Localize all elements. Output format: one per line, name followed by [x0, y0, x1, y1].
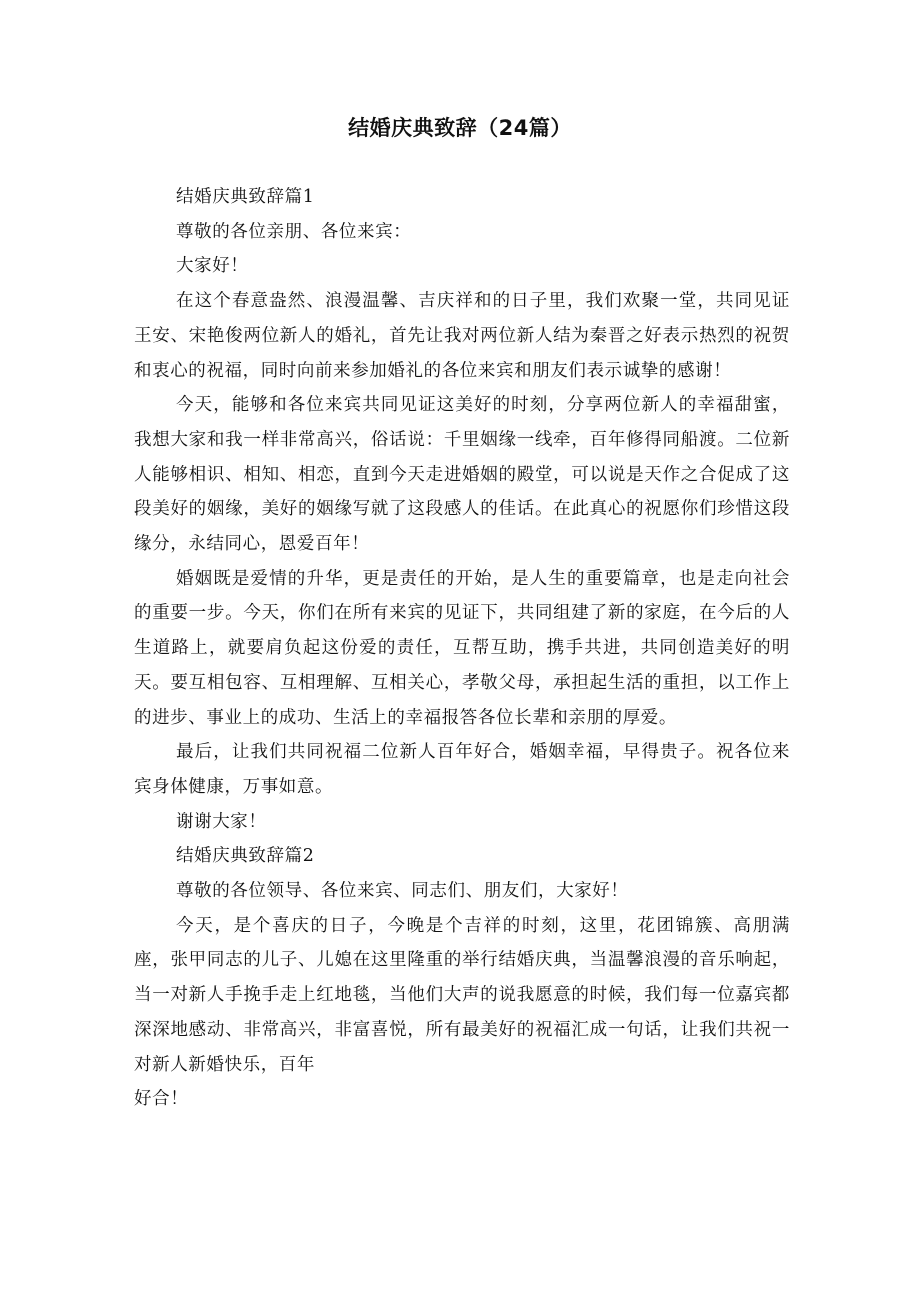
section-heading: 结婚庆典致辞篇2	[176, 846, 315, 867]
greeting: 大家好！	[176, 256, 249, 277]
document-title: 结婚庆典致辞（24篇）	[348, 116, 572, 140]
body-paragraph-continuation: 好合！	[134, 1089, 189, 1110]
body-paragraph: 婚姻既是爱情的升华，更是责任的开始，是人生的重要篇章，也是走向社会的重要一步。今天，你们在所有来宾的见证下，共同组建了新的家庭，在今后的人生道路上，就要肩负起这份爱的责任，互帮互助，携手共进，共同创造美好的明天。要互相包容、互相理解、互相关心，孝敬父母，承担起生活的重担，以工作上的进步、事业上的成功、生活上的幸福报答各位长辈和亲朋的厚爱。	[134, 568, 790, 728]
salutation: 尊敬的各位亲朋、各位来宾：	[176, 221, 412, 242]
body-paragraph: 在这个春意盎然、浪漫温馨、吉庆祥和的日子里，我们欢聚一堂，共同见证王安、宋艳俊两位新人的婚礼，首先让我对两位新人结为秦晋之好表示热烈的祝贺和衷心的祝福，同时向前来参加婚礼的各位来宾和朋友们表示诚挚的感谢！	[134, 291, 790, 381]
document-body	[134, 180, 790, 1117]
body-paragraph: 今天，是个喜庆的日子，今晚是个吉祥的时刻，这里，花团锦簇、高朋满座，张甲同志的儿子、儿媳在这里隆重的举行结婚庆典，当温馨浪漫的音乐响起，当一对新人手挽手走上红地毯，当他们大声的说我愿意的时候，我们每一位嘉宾都深深地感动、非常高兴，非富喜悦，所有最美好的祝福汇成一句话，让我们共祝一对新人新婚快乐，百年	[134, 915, 790, 1075]
section-heading: 结婚庆典致辞篇1	[176, 187, 315, 207]
body-paragraph: 今天，能够和各位来宾共同见证这美好的时刻，分享两位新人的幸福甜蜜，我想大家和我一样非常高兴，俗话说：千里姻缘一线牵，百年修得同船渡。二位新人能够相识、相知、相恋，直到今天走进婚姻的殿堂，可以说是天作之合促成了这段美好的姻缘，美好的姻缘写就了这段感人的佳话。在此真心的祝愿你们珍惜这段缘分，永结同心，恩爱百年！	[134, 395, 790, 555]
salutation: 尊敬的各位领导、各位来宾、同志们、朋友们，大家好！	[176, 881, 629, 902]
closing: 谢谢大家！	[176, 811, 267, 832]
body-paragraph: 最后，让我们共同祝福二位新人百年好合，婚姻幸福，早得贵子。祝各位来宾身体健康，万事如意。	[134, 742, 790, 797]
